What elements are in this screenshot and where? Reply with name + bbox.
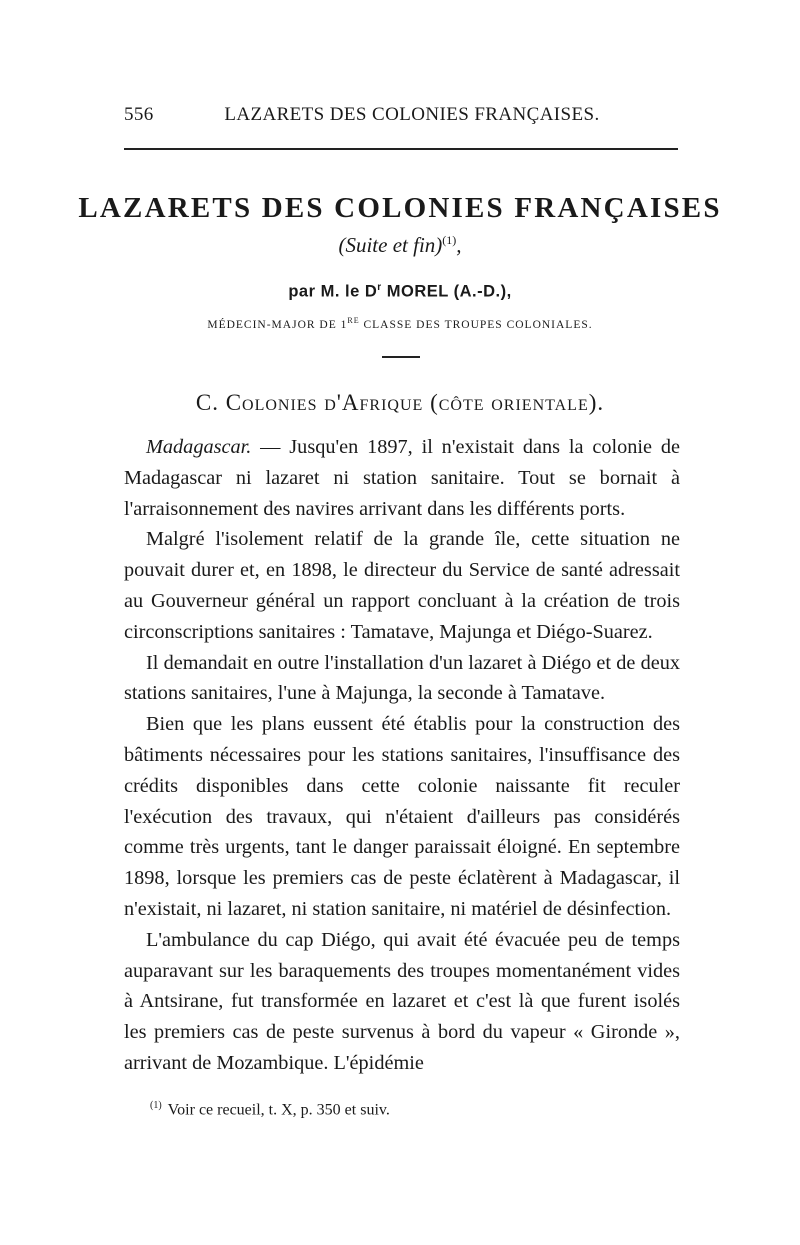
footnote	[150, 1100, 650, 1119]
section-heading: C. Colonies d'Afrique (côte orientale).	[195, 390, 605, 415]
header-rule	[124, 148, 678, 150]
byline-superscript: r	[377, 282, 382, 293]
article-title: LAZARETS DES COLONIES FRANÇAISES	[78, 192, 722, 224]
paragraph	[124, 648, 680, 710]
paragraph-text: Malgré l'isolement relatif de la grande île, cette situation ne pouvait durer et, en 1898, le directeur du Service de santé adressait au Gouverneur général un rapport concluant à la création de trois circonscriptions sanitaires : Tamatave, Majunga et Diégo-Suarez.	[124, 528, 680, 643]
paragraph	[124, 432, 680, 524]
article-subtitle	[0, 233, 800, 258]
title-divider	[382, 356, 420, 358]
byline-name: MOREL (A.-D.),	[381, 282, 512, 301]
affiliation-prefix: MÉDECIN-MAJOR DE 1	[207, 318, 348, 331]
paragraph-lead: Madagascar.	[146, 436, 252, 458]
subtitle-note-marker: (1)	[442, 233, 457, 247]
subtitle-suffix: ,	[456, 233, 462, 257]
paragraph-text: L'ambulance du cap Diégo, qui avait été évacuée peu de temps auparavant sur les baraquements des troupes momentanément vides à Antsirane, fut transformée en lazaret et c'est là que furent isolés les premiers cas de peste survenus à bord du vapeur « Gironde », arrivant de Mozambique. L'épidémie	[124, 928, 680, 1074]
paragraph-text: — Jusqu'en 1897, il n'existait dans la colonie de Madagascar ni lazaret ni station sanitaire. Tout se bornait à l'arraisonnement des navires arrivant dans les différents ports.	[124, 436, 680, 520]
body-text	[124, 432, 680, 1079]
paragraph-text: Bien que les plans eussent été établis pour la construction des bâtiments nécessaires pour les stations sanitaires, l'insuffisance des crédits disponibles dans cette colonie naissante fit reculer l'exécution des travaux, qui n'étaient d'ailleurs pas considérés comme très urgents, tant le danger paraissait éloigné. En septembre 1898, lorsque les premiers cas de peste éclatèrent à Madagascar, il n'existait, ni lazaret, ni station sanitaire, ni matériel de désinfection.	[124, 713, 680, 920]
affiliation-suffix: CLASSE DES TROUPES COLONIALES.	[359, 318, 593, 331]
subtitle-text: (Suite et fin)	[338, 233, 443, 257]
paragraph-text: Il demandait en outre l'installation d'un lazaret à Diégo et de deux stations sanitaires, l'une à Majunga, la seconde à Tamatave.	[124, 651, 680, 705]
running-title: LAZARETS DES COLONIES FRANÇAISES.	[224, 104, 600, 125]
byline-prefix: par M. le D	[288, 282, 378, 301]
author-affiliation	[0, 316, 800, 331]
paragraph	[124, 524, 680, 647]
footnote-marker: (1)	[150, 1100, 162, 1111]
paragraph	[124, 925, 680, 1079]
running-head	[124, 104, 680, 134]
author-byline	[0, 282, 800, 302]
affiliation-superscript: RE	[347, 316, 360, 325]
page-number: 556	[124, 104, 154, 125]
footnote-text: Voir ce recueil, t. X, p. 350 et suiv.	[167, 1101, 390, 1119]
paragraph	[124, 709, 680, 925]
